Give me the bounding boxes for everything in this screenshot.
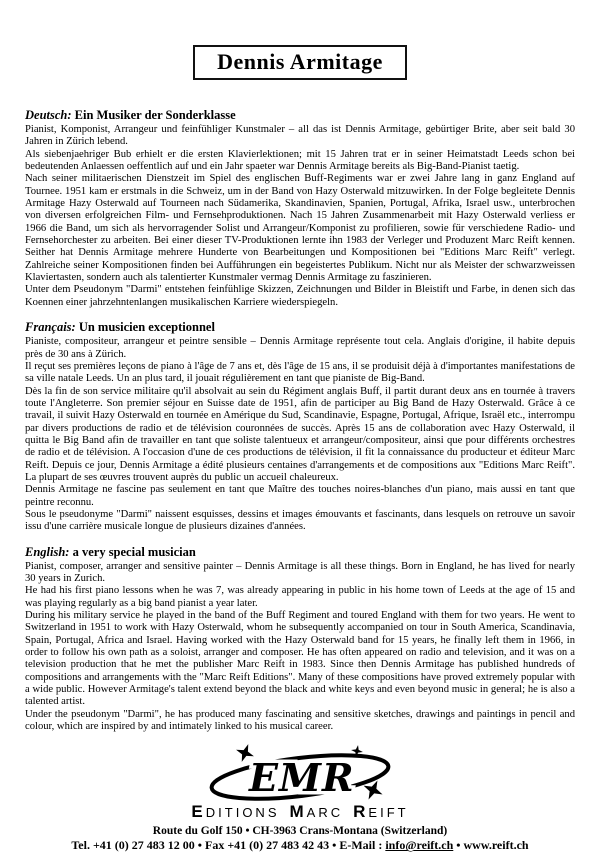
paragraph: Il reçut ses premières leçons de piano à l'âge de 7 ans et, dès l'âge de 15 ans, il se produisit déjà à d'importantes manifestations de sa ville natale Leeds. Un an plus tard, il jouait régulièrement en tant que pianiste de Big-Band.: [25, 360, 575, 385]
publisher-footer: [25, 744, 575, 853]
paragraph: Pianiste, compositeur, arrangeur et peintre sensible – Dennis Armitage représente tout cela. Anglais d'origine, il habite depuis près de 30 ans à Zürich.: [25, 336, 575, 360]
biography-sections: [25, 108, 575, 733]
paragraph: Als siebenjaehriger Bub erhielt er die ersten Klavierlektionen; mit 15 Jahren trat er in seiner Heimatstadt Leeds schon bei bedeutenden Anlaessen oeffentlich auf und ein Jahr spaeter war Dennis Armitage bereits als Big-Band-Pianist taetig.: [25, 148, 575, 173]
contact-suffix: • www.reift.ch: [453, 838, 529, 853]
brand-word-marc: MARC: [289, 802, 344, 822]
section-english: [25, 545, 575, 734]
section-francais: [25, 320, 575, 534]
language-label: Deutsch:: [25, 108, 72, 122]
emr-logo: [205, 744, 395, 806]
brand-name: [25, 802, 575, 822]
section-title: a very special musician: [72, 544, 196, 559]
language-label: English:: [25, 544, 70, 559]
email-link[interactable]: info@reift.ch: [385, 838, 454, 853]
paragraph: During his military service he played in the band of the Buff Regiment and toured England with them for two years. He went to Switzerland in 1951 to work with Hazy Osterwald, whom he subsequently accompanied on tour in South America, Scandinavia, Spain, Portugal, Africa and Israel. Having worked with the Hazy Osterwald band for 15 years, he finally left them in 1966, in order to follow his own path as a soloist, arranger and composer. He has often appeared on radio and television, and it was on a television production that he met the publisher Marc Reift in 1983. Since then Dennis Armitage has published hundreds of compositions and arrangements with the "Marc Reift Editions". Many of these compositions have proved extremely popular with a wide public. However Armitage's talent extend beyond the black and white keys and even beyond music in general; he is also a talented artist.: [25, 610, 575, 708]
paragraph: Pianist, Komponist, Arrangeur und feinfühliger Kunstmaler – all das ist Dennis Armitage, gebürtiger Brite, aber seit bald 30 Jahren in Zürich lebend.: [25, 124, 575, 148]
section-title: Un musicien exceptionnel: [78, 320, 215, 335]
publisher-contact: [25, 838, 575, 853]
section-title: Ein Musiker der Sonderklasse: [74, 108, 236, 122]
section-heading: [25, 108, 575, 123]
brand-word-reift: REIFT: [353, 802, 409, 822]
publisher-address: Route du Golf 150 • CH-3963 Crans-Montana (Switzerland): [152, 825, 448, 838]
paragraph: He had his first piano lessons when he was 7, was already appearing in public in his home town of Leeds at the age of 15 and was playing regularly as a big band pianist a year later.: [25, 585, 575, 609]
paragraph: Nach seiner militaerischen Dienstzeit im Spiel des englischen Buff-Regiments war er zwei Jahre lang in ganz England auf Tournee. 1951 kam er erstmals in die Schweiz, um in der Band von Hazy Osterwald mitzuwirken. In der Folge begleitete Dennis Armitage Hazy Osterwald auf Tourneen nach Südamerika, Skandinavien, Spanien, Portugal, Afrika, Israel usw., unterbrochen von diversen erfolgreichen Film- und Fernsehproduktionen. Nach 15 Jahren Zusammenarbeit mit Hazy Osterwald verliess er 1966 die Band, um sich als hervorragender Solist und Arrangeur/Komponist zu profilieren, sowie für verschiedene Radio- und Fernsehorchester zu arbeiten. Bei einer dieser TV-Produktionen lernte ihn 1983 der Verleger und Produzent Marc Reift kennen. Seither hat Dennis Armitage mehrere Hunderte von Bearbeitungen und Kompositionen bei "Editions Marc Reift" verlegt. Zahlreiche seiner Kompositionen finden bei Aufführungen ein begeistertes Publikum. Nicht nur als Meister der schwarzweissen Klaviertasten, sondern auch als talentierter Kunstmaler vermag Dennis Armitage zu faszinieren.: [25, 173, 575, 284]
brand-word-editions: EDITIONS: [191, 802, 280, 822]
section-heading: [25, 545, 575, 560]
paragraph: Sous le pseudonyme "Darmi" naissent esquisses, dessins et images émouvants et fascinants, dans lesquels on retrouve un savoir issu d'une carrière musicale longue de plusieurs dizaines d'années.: [25, 508, 575, 533]
section-heading: [25, 320, 575, 335]
page-title: Dennis Armitage: [193, 45, 407, 80]
section-deutsch: [25, 108, 575, 309]
emr-logo-text: EMR: [249, 755, 355, 801]
paragraph: Dennis Armitage ne fascine pas seulement en tant que Maître des touches noires-blanches d'un piano, mais aussi en tant que peintre reconnu.: [25, 484, 575, 508]
paragraph: Unter dem Pseudonym "Darmi" entstehen feinfühlige Skizzen, Zeichnungen und Bilder in Bleistift und Farbe, in denen sich das Koennen einer jahrzehntenlangen musikalischen Karriere wiederspiegeln.: [25, 284, 575, 308]
language-label: Français:: [25, 320, 76, 335]
paragraph: Dès la fin de son service militaire qu'il absolvait au sein du Régiment anglais Buff, il partit durant deux ans en tournée à travers toute l'Angleterre. Son premier séjour en Suisse date de 1951, afin de participer au Big Band de Hazy Osterwald. Grâce à ce travail, il suivit Hazy Osterwald en tournée en Amérique du Sud, Scandinavie, Espagne, Portugal, Afrique, Israël etc., interrompu par divers productions de radio et de télévision couronnées de succès. Après 15 ans de collaboration avec Hazy Osterwald, il quitta le Big Band afin de travailler en tant que soliste talentueux et arrangeur/compositeur, ainsi que pour différents orchestres de radio et de télévision. A l'occasion d'une de ces productions de télévision, il fit la connaissance du producteur et éditeur Marc Reift. Depuis ce jour, Dennis Armitage a édité plusieurs centaines d'arrangements et de compositions aux "Editions Marc Reift". La plupart de ses œuvres trouvent auprès du public un accueil chaleureux.: [25, 385, 575, 483]
paragraph: Pianist, composer, arranger and sensitive painter – Dennis Armitage is all these things. Born in England, he has lived for nearly 30 years in Zurich.: [25, 560, 575, 584]
paragraph: Under the pseudonym "Darmi", he has produced many fascinating and sensitive sketches, drawings and paintings in pencil and colour, which are inspired by and intimately linked to his musical career.: [25, 708, 575, 733]
contact-prefix: Tel. +41 (0) 27 483 12 00 • Fax +41 (0) 27 483 42 43 • E-Mail :: [71, 838, 386, 853]
title-area: [25, 45, 575, 80]
